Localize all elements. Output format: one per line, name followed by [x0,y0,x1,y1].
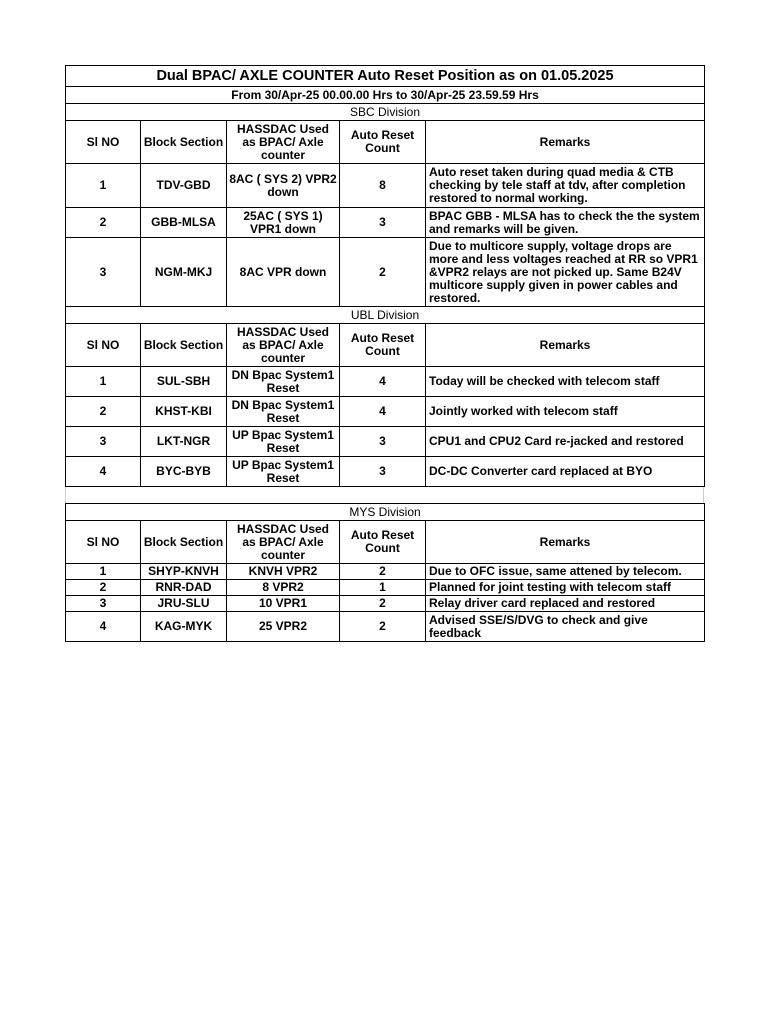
cell-remarks: Planned for joint testing with telecom staff [426,580,705,596]
col-header-block: Block Section [141,121,227,164]
cell-count: 2 [340,596,426,612]
col-header-count: Auto Reset Count [340,121,426,164]
col-header-hassdac: HASSDAC Used as BPAC/ Axle counter [227,521,340,564]
cell-remarks: Auto reset taken during quad media & CTB checking by tele staff at tdv, after completion restored to normal working. [426,164,705,208]
table-row [66,367,705,397]
col-header-remarks: Remarks [426,121,705,164]
report-table-mys [65,503,705,642]
cell-remarks: Jointly worked with telecom staff [426,397,705,427]
cell-remarks: Advised SSE/S/DVG to check and give feedback [426,612,705,642]
header-row [66,324,705,367]
cell-hassdac: DN Bpac System1 Reset [227,397,340,427]
col-header-block: Block Section [141,324,227,367]
division-title-sbc: SBC Division [66,104,705,121]
cell-count: 4 [340,397,426,427]
table-gap [65,487,704,503]
cell-block: RNR-DAD [141,580,227,596]
cell-hassdac: DN Bpac System1 Reset [227,367,340,397]
col-header-hassdac: HASSDAC Used as BPAC/ Axle counter [227,324,340,367]
cell-count: 3 [340,427,426,457]
table-row [66,238,705,307]
cell-hassdac: 25AC ( SYS 1) VPR1 down [227,208,340,238]
cell-block: NGM-MKJ [141,238,227,307]
col-header-block: Block Section [141,521,227,564]
cell-sl: 2 [66,208,141,238]
cell-hassdac: 10 VPR1 [227,596,340,612]
cell-hassdac: 8AC ( SYS 2) VPR2 down [227,164,340,208]
cell-hassdac: 25 VPR2 [227,612,340,642]
cell-count: 3 [340,208,426,238]
cell-block: KAG-MYK [141,612,227,642]
table-row [66,596,705,612]
table-row [66,397,705,427]
col-header-remarks: Remarks [426,521,705,564]
cell-block: TDV-GBD [141,164,227,208]
table-row [66,457,705,487]
cell-remarks: BPAC GBB - MLSA has to check the the system and remarks will be given. [426,208,705,238]
cell-sl: 3 [66,238,141,307]
cell-hassdac: KNVH VPR2 [227,564,340,580]
cell-sl: 4 [66,612,141,642]
cell-sl: 3 [66,427,141,457]
cell-remarks: Due to multicore supply, voltage drops are more and less voltages reached at RR so VPR1 &VPR2 relays are not picked up. Same B24V multicore supply given in power cables and restored. [426,238,705,307]
header-row [66,121,705,164]
header-row [66,521,705,564]
cell-sl: 3 [66,596,141,612]
cell-block: GBB-MLSA [141,208,227,238]
cell-hassdac: 8AC VPR down [227,238,340,307]
cell-block: LKT-NGR [141,427,227,457]
report-sheet [65,65,704,642]
cell-count: 8 [340,164,426,208]
cell-hassdac: UP Bpac System1 Reset [227,457,340,487]
cell-count: 1 [340,580,426,596]
division-title-mys: MYS Division [66,504,705,521]
table-row [66,164,705,208]
table-row [66,208,705,238]
col-header-sl: Sl NO [66,521,141,564]
report-table-main [65,65,705,487]
table-row [66,580,705,596]
report-date-range: From 30/Apr-25 00.00.00 Hrs to 30/Apr-25 23.59.59 Hrs [66,87,705,104]
cell-sl: 1 [66,564,141,580]
cell-remarks: Due to OFC issue, same attened by telecom. [426,564,705,580]
table-row [66,612,705,642]
table-row [66,564,705,580]
cell-remarks: DC-DC Converter card replaced at BYO [426,457,705,487]
cell-count: 2 [340,564,426,580]
cell-block: BYC-BYB [141,457,227,487]
cell-count: 2 [340,612,426,642]
cell-hassdac: 8 VPR2 [227,580,340,596]
cell-hassdac: UP Bpac System1 Reset [227,427,340,457]
division-title-ubl: UBL Division [66,307,705,324]
cell-remarks: CPU1 and CPU2 Card re-jacked and restored [426,427,705,457]
report-title: Dual BPAC/ AXLE COUNTER Auto Reset Position as on 01.05.2025 [66,66,705,87]
col-header-hassdac: HASSDAC Used as BPAC/ Axle counter [227,121,340,164]
table-row [66,427,705,457]
col-header-remarks: Remarks [426,324,705,367]
cell-count: 2 [340,238,426,307]
col-header-sl: Sl NO [66,121,141,164]
cell-block: KHST-KBI [141,397,227,427]
col-header-count: Auto Reset Count [340,324,426,367]
cell-remarks: Today will be checked with telecom staff [426,367,705,397]
cell-block: SHYP-KNVH [141,564,227,580]
cell-block: SUL-SBH [141,367,227,397]
cell-sl: 2 [66,580,141,596]
col-header-count: Auto Reset Count [340,521,426,564]
cell-sl: 1 [66,367,141,397]
col-header-sl: Sl NO [66,324,141,367]
cell-block: JRU-SLU [141,596,227,612]
cell-count: 4 [340,367,426,397]
cell-sl: 4 [66,457,141,487]
cell-remarks: Relay driver card replaced and restored [426,596,705,612]
cell-sl: 1 [66,164,141,208]
cell-sl: 2 [66,397,141,427]
cell-count: 3 [340,457,426,487]
